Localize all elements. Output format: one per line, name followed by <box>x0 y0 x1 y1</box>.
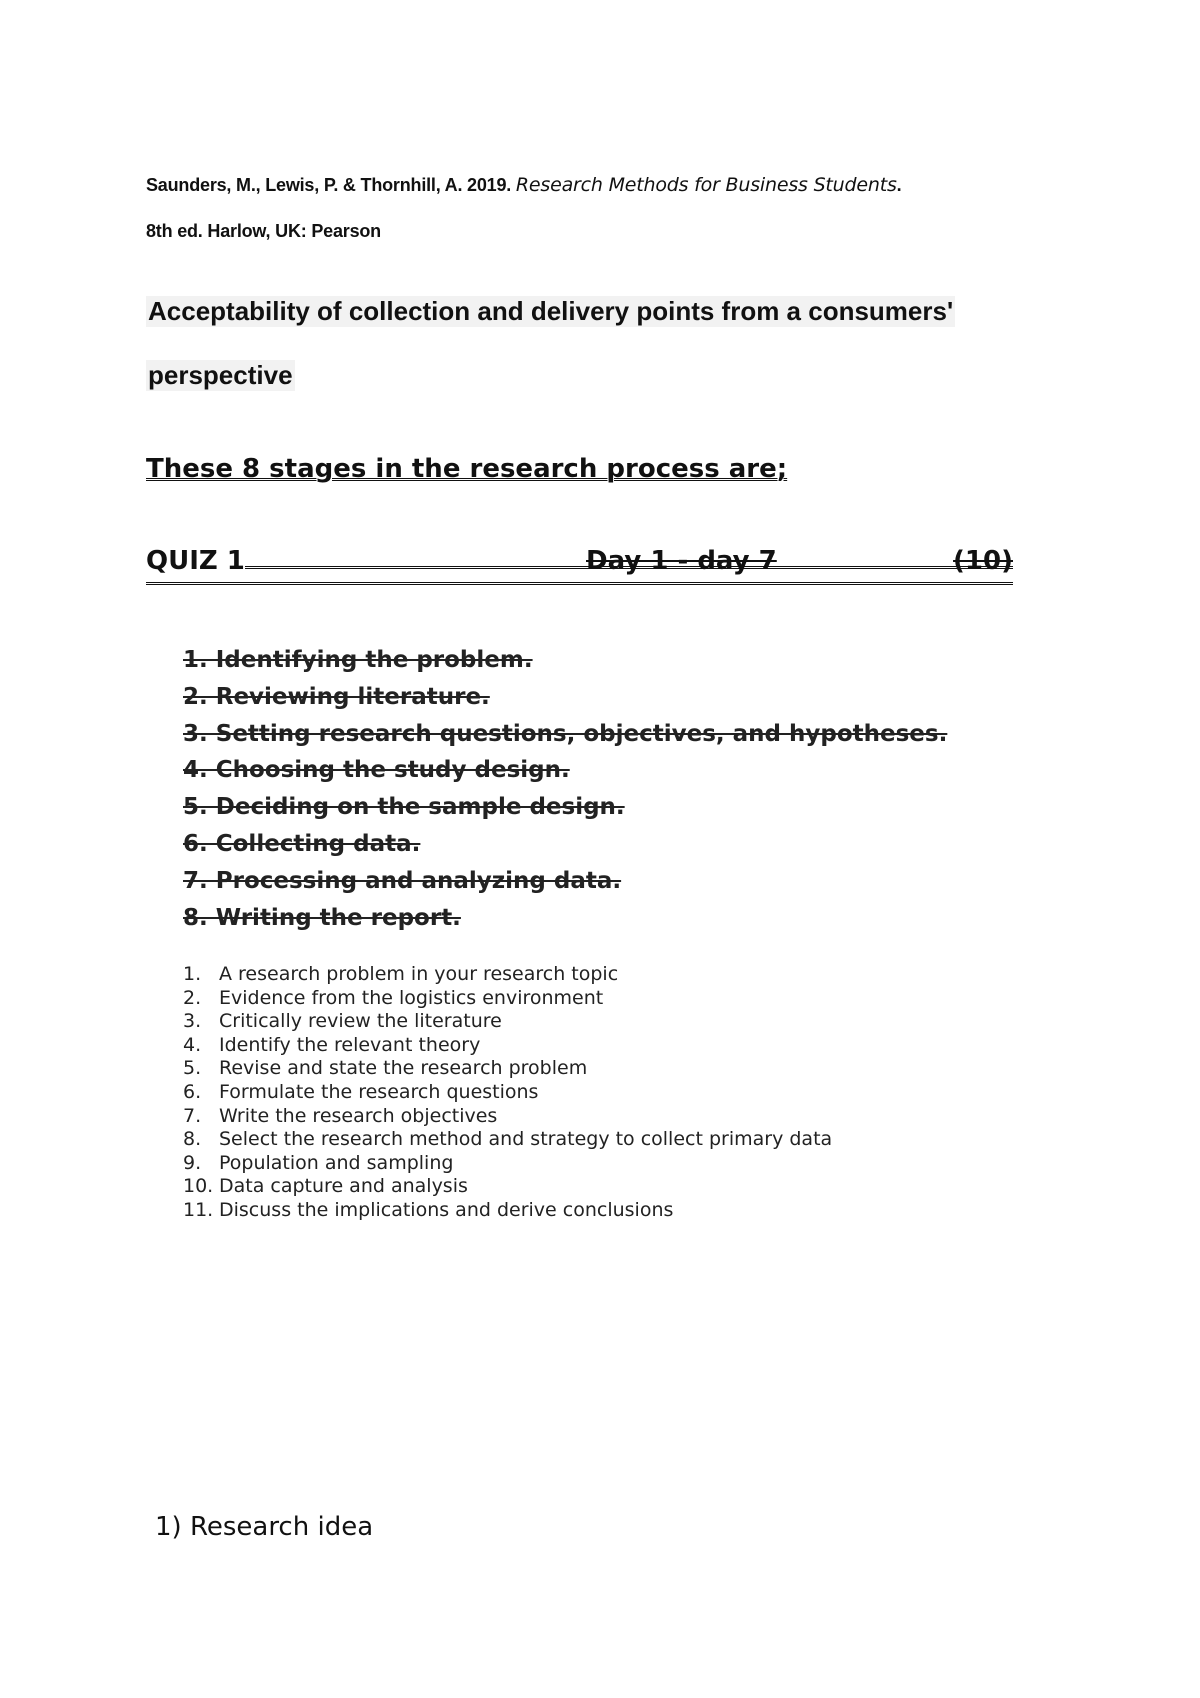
quiz-score: (10) <box>953 546 1013 576</box>
citation-title-end: . <box>896 175 902 195</box>
step-item <box>183 1175 832 1199</box>
section-heading-research-idea: 1) Research idea <box>155 1512 374 1542</box>
step-number: 1. <box>183 963 202 985</box>
stage-item: 7. Processing and analyzing data. <box>183 867 622 894</box>
step-number: 7. <box>183 1104 202 1127</box>
citation-publication: 8th ed. Harlow, UK: Pearson <box>146 221 381 241</box>
step-text: A research problem in your research topic <box>219 963 619 985</box>
step-item <box>183 1128 832 1152</box>
step-text: Select the research method and strategy to collect primary data <box>219 1128 833 1151</box>
quiz-label: QUIZ 1 <box>146 546 245 576</box>
step-text: Identify the relevant theory <box>219 1033 481 1056</box>
step-number: 6. <box>183 1080 202 1103</box>
step-number: 3. <box>183 1010 202 1033</box>
step-number: 9. <box>183 1151 202 1174</box>
step-item <box>183 1152 832 1176</box>
topic-title-line-2: perspective <box>148 360 293 390</box>
step-item <box>183 1105 832 1129</box>
step-text: Critically review the literature <box>219 1010 502 1033</box>
stages-heading: These 8 stages in the research process are; <box>146 454 788 484</box>
step-text: Revise and state the research problem <box>219 1057 588 1080</box>
citation-line-2 <box>146 221 381 242</box>
step-item <box>183 1199 832 1223</box>
research-steps-list <box>183 963 832 1223</box>
quiz-strike-line <box>146 566 1013 569</box>
stage-item: 2. Reviewing literature. <box>183 683 490 710</box>
step-number: 11. <box>183 1198 214 1221</box>
stage-item: 4. Choosing the study design. <box>183 757 570 784</box>
step-number: 8. <box>183 1128 202 1151</box>
stage-item: 5. Deciding on the sample design. <box>183 794 625 821</box>
quiz-days: Day 1 - day 7 <box>586 546 777 576</box>
step-item <box>183 1010 832 1034</box>
stage-item: 1. Identifying the problem. <box>183 647 533 673</box>
step-text: Discuss the implications and derive conclusions <box>219 1198 674 1221</box>
step-item <box>183 1057 832 1081</box>
research-stages-list <box>183 642 947 936</box>
citation-authors: Saunders, M., Lewis, P. & Thornhill, A. 2019. <box>146 175 512 195</box>
step-number: 2. <box>183 986 202 1009</box>
step-text: Data capture and analysis <box>219 1175 468 1198</box>
citation-line-1 <box>146 174 901 196</box>
step-number: 4. <box>183 1033 202 1056</box>
step-item <box>183 963 832 987</box>
step-number: 10. <box>183 1175 214 1198</box>
topic-title-line-1: Acceptability of collection and delivery points from a consumers' <box>148 296 954 326</box>
step-text: Write the research objectives <box>219 1104 498 1127</box>
step-text: Population and sampling <box>219 1151 454 1174</box>
step-number: 5. <box>183 1057 202 1080</box>
stage-item: 3. Setting research questions, objectives, and hypotheses. <box>183 720 948 747</box>
stage-item: 8. Writing the report. <box>183 904 461 931</box>
citation-book-title: Research Methods for Business Students <box>515 174 897 196</box>
step-item <box>183 1034 832 1058</box>
step-item <box>183 1081 832 1105</box>
step-text: Evidence from the logistics environment <box>219 986 604 1009</box>
stage-item: 6. Collecting data. <box>183 830 421 857</box>
step-item <box>183 987 832 1011</box>
quiz-row <box>146 546 1013 585</box>
step-text: Formulate the research questions <box>219 1080 539 1103</box>
